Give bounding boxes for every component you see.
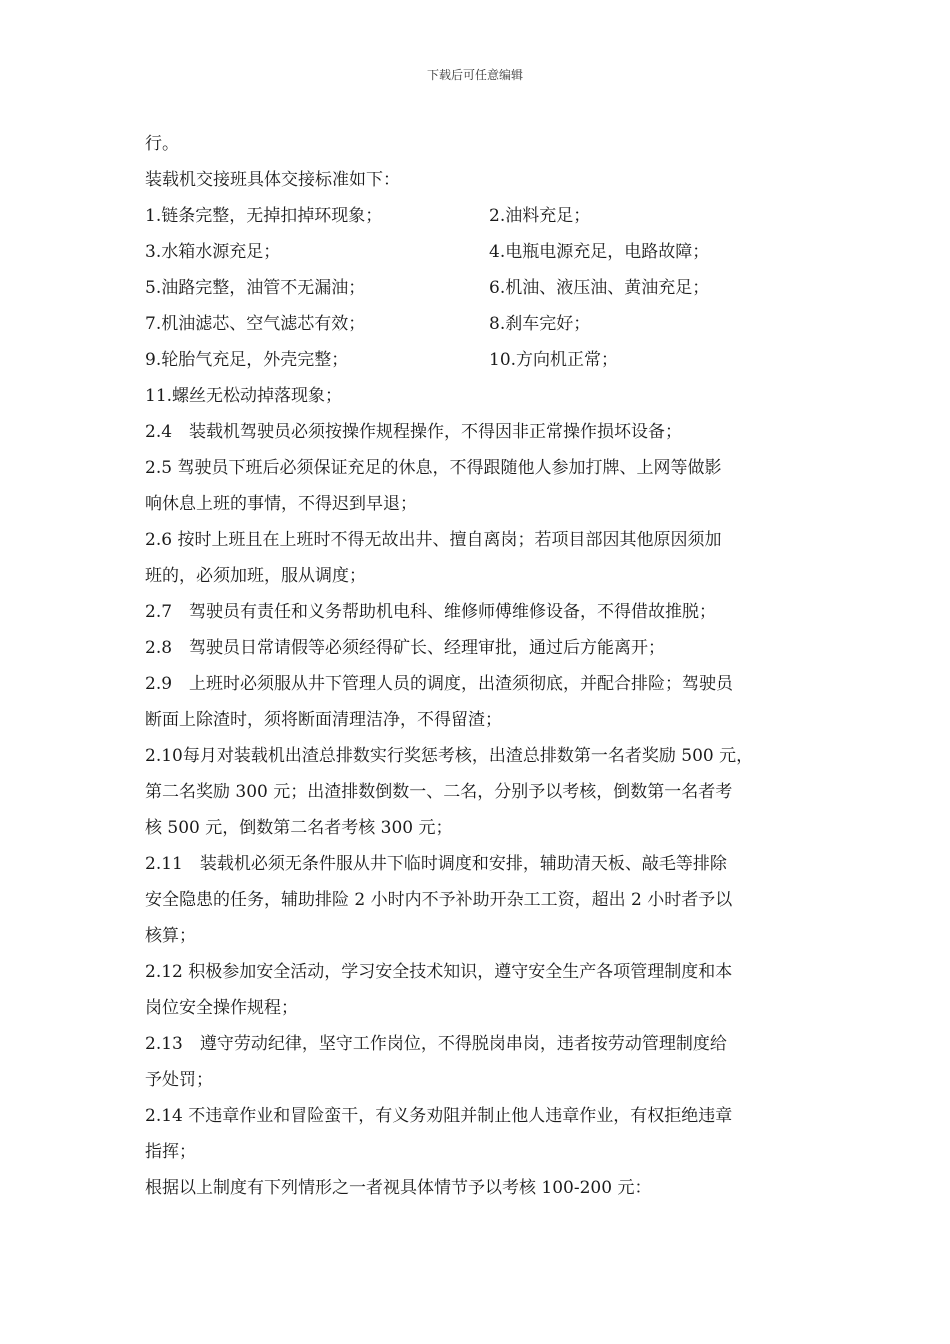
rule-2-4: 2.4 装载机驾驶员必须按操作规程操作，不得因非正常操作损坏设备； (145, 422, 683, 442)
handover-item-row (145, 270, 825, 306)
rule-2-13: 2.13 遵守劳动纪律，坚守工作岗位，不得脱岗串岗，违者按劳动管理制度给 (145, 1034, 727, 1054)
rule-2-5: 2.5 驾驶员下班后必须保证充足的休息，不得跟随他人参加打牌、上网等做影 (145, 458, 722, 478)
rule-2-14-cont: 指挥； (145, 1142, 196, 1162)
rule-2-11-cont: 核算； (145, 926, 196, 946)
penalty-intro: 根据以上制度有下列情形之一者视具体情节予以考核 100-200 元： (145, 1178, 652, 1198)
rule-2-10-cont: 核 500 元，倒数第二名者考核 300 元； (145, 818, 453, 838)
rule-2-6: 2.6 按时上班且在上班时不得无故出井、擅自离岗；若项目部因其他原因须加 (145, 530, 722, 550)
rule-2-9-cont: 断面上除渣时，须将断面清理洁净，不得留渣； (145, 710, 502, 730)
handover-item: 1.链条完整，无掉扣掉环现象； (145, 206, 383, 226)
paragraph-line: 行。 (145, 134, 179, 154)
rule-2-9: 2.9 上班时必须服从井下管理人员的调度，出渣须彻底，并配合排险；驾驶员 (145, 674, 734, 694)
handover-item: 9.轮胎气充足，外壳完整； (145, 350, 349, 370)
rule-2-12: 2.12 积极参加安全活动，学习安全技术知识，遵守安全生产各项管理制度和本 (145, 962, 733, 982)
rule-2-6-cont: 班的，必须加班，服从调度； (145, 566, 366, 586)
handover-item: 8.刹车完好； (489, 314, 591, 334)
handover-item-row (145, 342, 825, 378)
handover-item-row (145, 198, 825, 234)
rule-2-12-cont: 岗位安全操作规程； (145, 998, 298, 1018)
handover-item: 2.油料充足； (489, 206, 591, 226)
rule-2-7: 2.7 驾驶员有责任和义务帮助机电科、维修师傅维修设备，不得借故推脱； (145, 602, 717, 622)
rule-2-10-cont: 第二名奖励 300 元；出渣排数倒数一、二名，分别予以考核，倒数第一名者考 (145, 782, 733, 802)
rule-2-11-cont: 安全隐患的任务，辅助排险 2 小时内不予补助开杂工工资，超出 2 小时者予以 (145, 890, 733, 910)
rule-2-11: 2.11 装载机必须无条件服从井下临时调度和安排，辅助清天板、敲毛等排除 (145, 854, 727, 874)
rule-2-10: 2.10每月对装载机出渣总排数实行奖惩考核，出渣总排数第一名者奖励 500 元， (145, 746, 754, 766)
handover-item-row (145, 234, 825, 270)
handover-item: 11.螺丝无松动掉落现象； (145, 386, 343, 406)
handover-item: 6.机油、液压油、黄油充足； (489, 278, 710, 298)
handover-item: 7.机油滤芯、空气滤芯有效； (145, 314, 366, 334)
handover-item: 4.电瓶电源充足，电路故障； (489, 242, 710, 262)
rule-2-5-cont: 响休息上班的事情，不得迟到早退； (145, 494, 417, 514)
handover-item: 3.水箱水源充足； (145, 242, 281, 262)
rule-2-14: 2.14 不违章作业和冒险蛮干，有义务劝阻并制止他人违章作业，有权拒绝违章 (145, 1106, 733, 1126)
handover-item: 5.油路完整，油管不无漏油； (145, 278, 366, 298)
rule-2-8: 2.8 驾驶员日常请假等必须经得矿长、经理审批，通过后方能离开； (145, 638, 666, 658)
page-header-note: 下载后可任意编辑 (426, 68, 523, 82)
handover-item-row (145, 306, 825, 342)
handover-standard-heading: 装载机交接班具体交接标准如下： (145, 170, 400, 190)
document-body (145, 126, 825, 1206)
rule-2-13-cont: 予处罚； (145, 1070, 213, 1090)
handover-item: 10.方向机正常； (489, 350, 619, 370)
